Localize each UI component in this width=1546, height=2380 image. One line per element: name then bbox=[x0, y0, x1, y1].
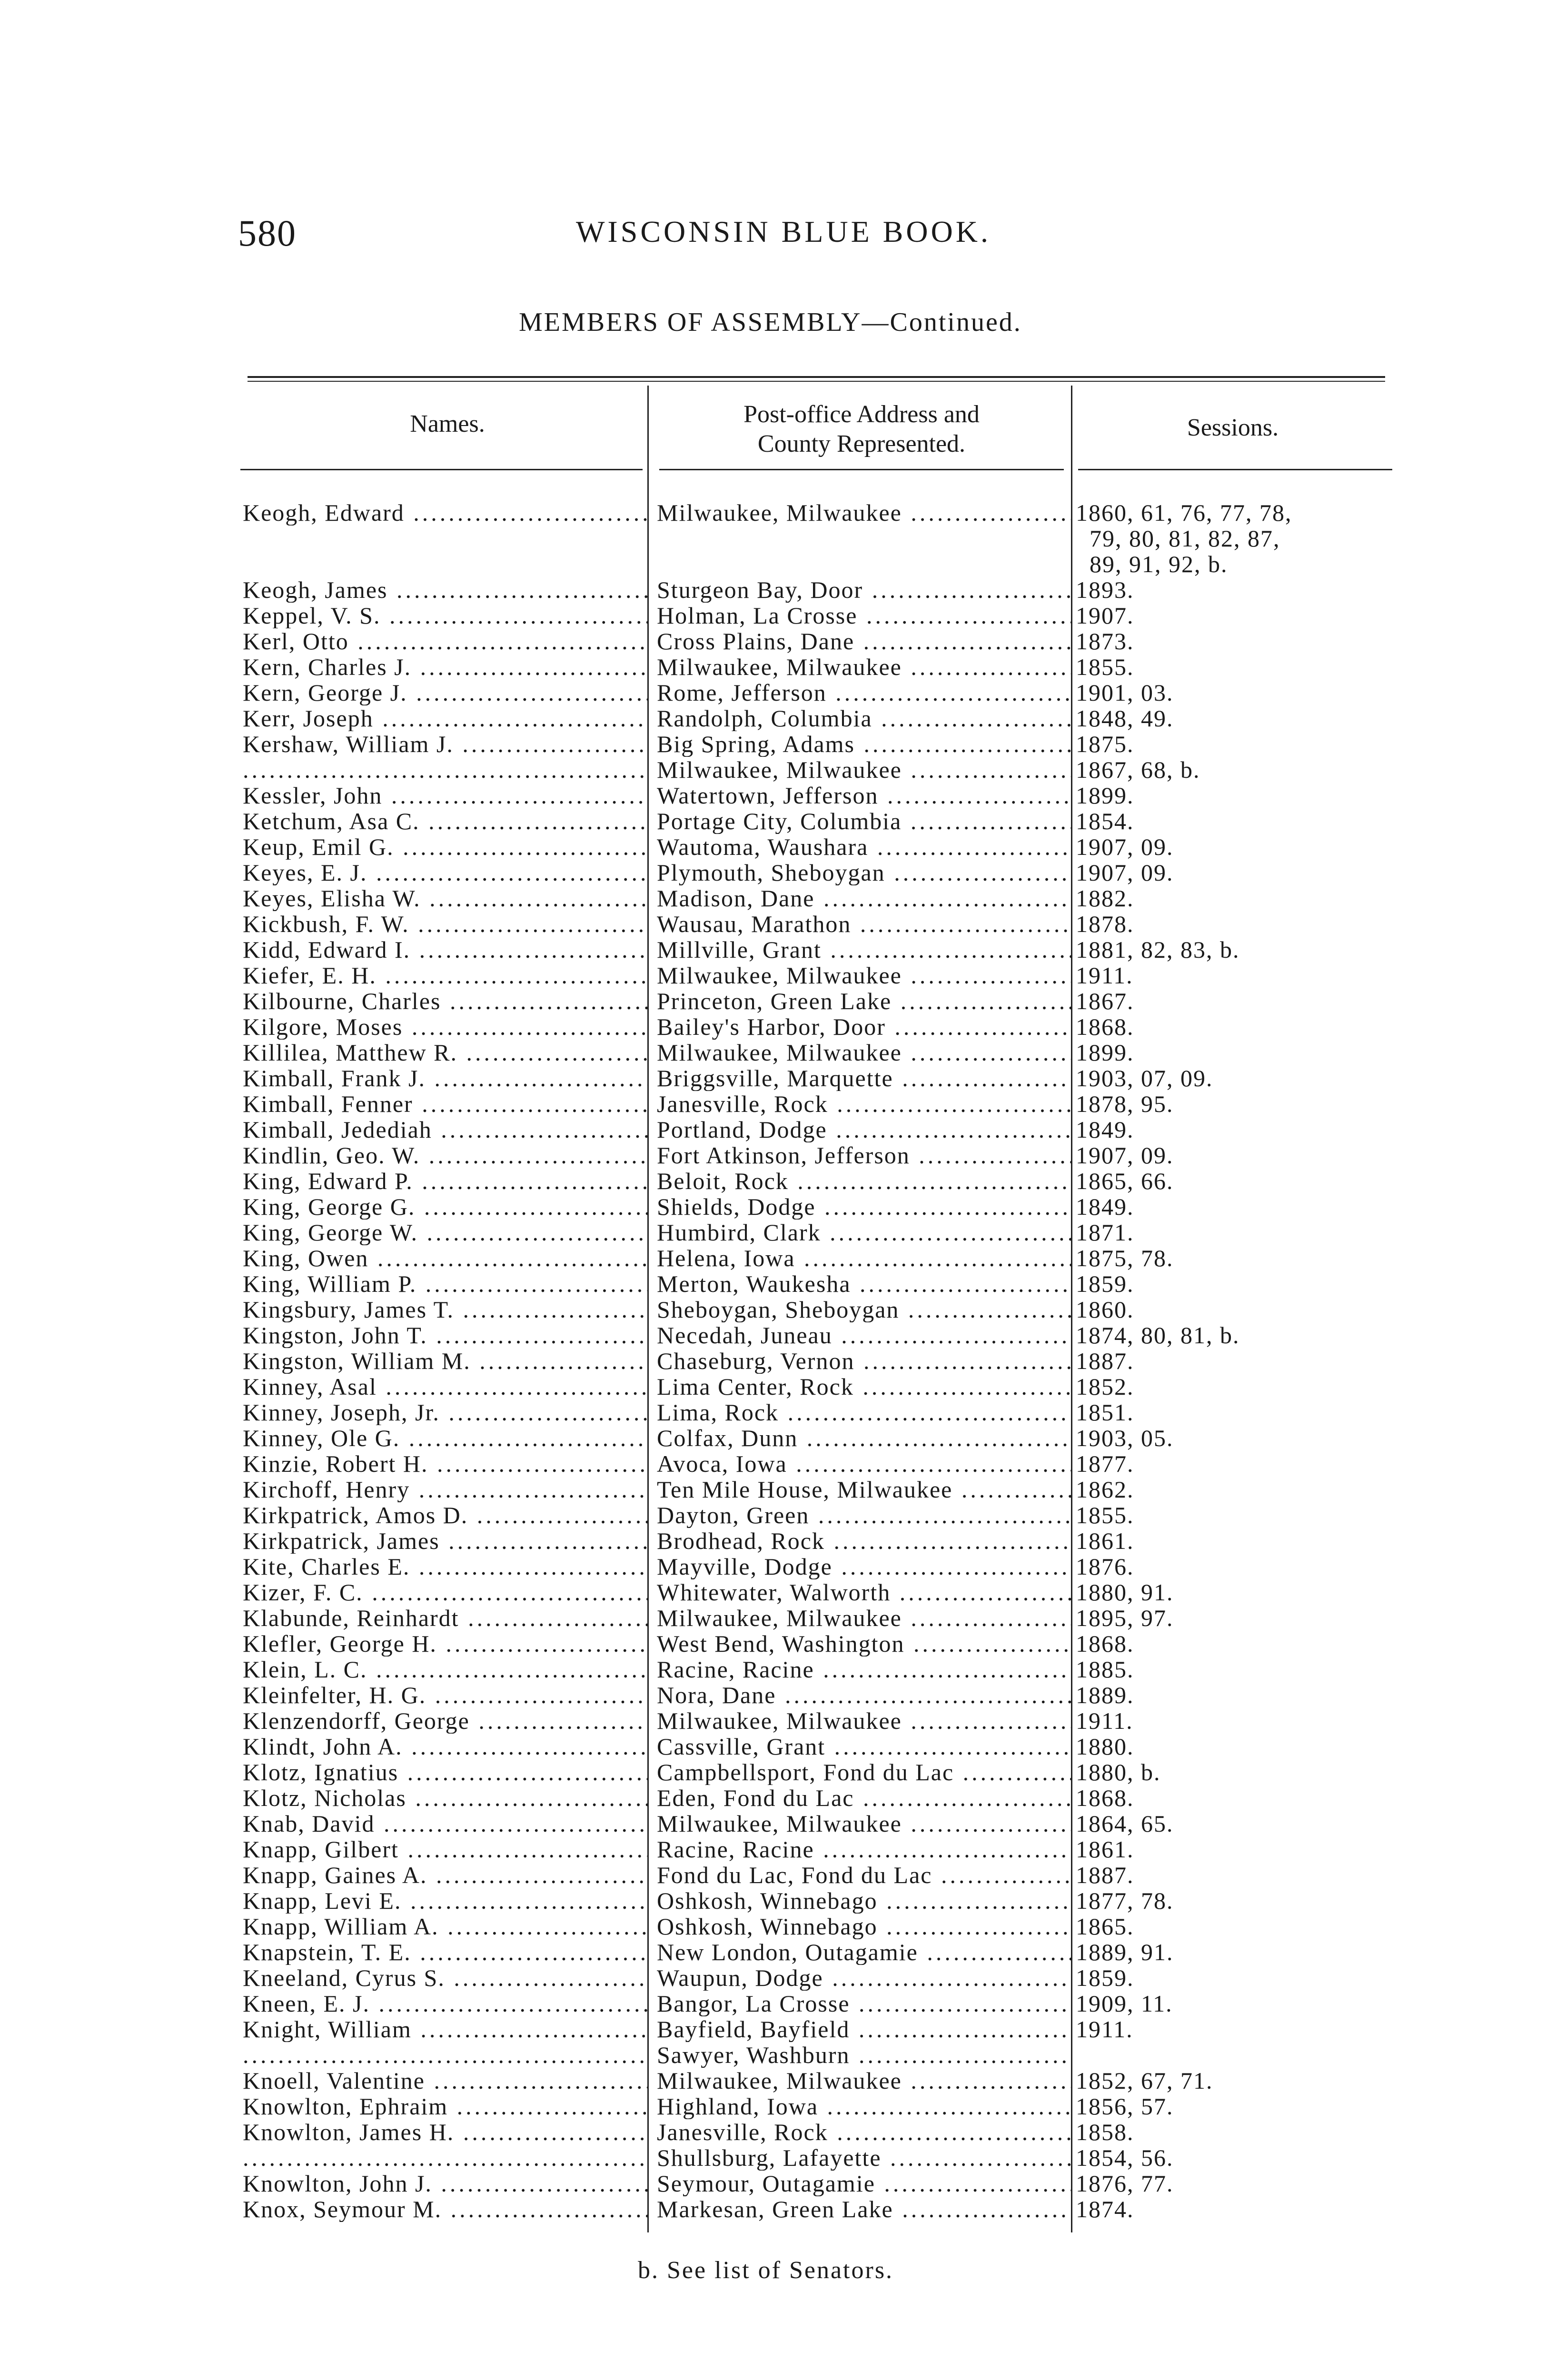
member-address: Milwaukee, Milwaukee ..... bbox=[647, 1708, 1071, 1734]
member-address: Portland, Dodge ..... bbox=[647, 1117, 1071, 1142]
table-row bbox=[238, 1425, 1409, 1451]
member-name: Kidd, Edward I. ..... bbox=[238, 937, 647, 962]
member-name: Kimball, Jedediah ..... bbox=[238, 1117, 647, 1142]
member-sessions: 1855. bbox=[1076, 654, 1134, 680]
member-address: Dayton, Green ..... bbox=[647, 1502, 1071, 1528]
member-address: Sheboygan, Sheboygan ..... bbox=[647, 1297, 1071, 1322]
member-name: Klein, L. C. ..... bbox=[238, 1656, 647, 1682]
member-address: Racine, Racine ..... bbox=[647, 1836, 1071, 1862]
members-table bbox=[238, 500, 1409, 2222]
member-address: Fond du Lac, Fond du Lac ..... bbox=[647, 1862, 1071, 1888]
table-row bbox=[238, 577, 1409, 603]
member-sessions: 1856, 57. bbox=[1076, 2093, 1174, 2120]
member-address: Millville, Grant ..... bbox=[647, 937, 1071, 962]
table-row bbox=[238, 1862, 1409, 1888]
member-address: Oshkosh, Winnebago ..... bbox=[647, 1914, 1071, 1939]
member-name: King, William P. ..... bbox=[238, 1271, 647, 1297]
member-name bbox=[238, 2145, 647, 2171]
table-row bbox=[238, 1014, 1409, 1040]
member-name: Kingston, William M. ..... bbox=[238, 1348, 647, 1374]
member-sessions: 1858. bbox=[1076, 2119, 1134, 2145]
table-row bbox=[238, 1245, 1409, 1271]
member-name: Kirkpatrick, Amos D. ..... bbox=[238, 1502, 647, 1528]
member-address: New London, Outagamie ..... bbox=[647, 1939, 1071, 1965]
table-row bbox=[238, 1888, 1409, 1914]
member-sessions: 1859. bbox=[1076, 1270, 1134, 1297]
member-name: Knapp, William A. ..... bbox=[238, 1914, 647, 1939]
member-name: Kilbourne, Charles ..... bbox=[238, 988, 647, 1014]
column-header-sessions: Sessions. bbox=[1187, 414, 1279, 441]
member-name: Klotz, Nicholas ..... bbox=[238, 1785, 647, 1811]
member-address: Milwaukee, Milwaukee ..... bbox=[647, 962, 1071, 988]
member-sessions: 1855. bbox=[1076, 1502, 1134, 1528]
table-row bbox=[238, 1836, 1409, 1862]
member-address: Waupun, Dodge ..... bbox=[647, 1965, 1071, 1991]
table-row bbox=[238, 1040, 1409, 1065]
member-sessions: 1887. bbox=[1076, 1348, 1134, 1374]
table-row bbox=[238, 783, 1409, 808]
member-address: Cassville, Grant ..... bbox=[647, 1734, 1071, 1759]
member-name: Kinney, Asal ..... bbox=[238, 1374, 647, 1399]
table-row bbox=[238, 603, 1409, 628]
table-row bbox=[238, 1399, 1409, 1425]
header-underline-names bbox=[240, 469, 643, 470]
table-row bbox=[238, 1759, 1409, 1785]
member-name: Keogh, Edward ..... bbox=[238, 500, 647, 526]
member-address: Whitewater, Walworth ..... bbox=[647, 1579, 1071, 1605]
member-address: Princeton, Green Lake ..... bbox=[647, 988, 1071, 1014]
member-sessions: 1880. bbox=[1076, 1733, 1134, 1760]
table-row bbox=[238, 2016, 1409, 2042]
member-address: Milwaukee, Milwaukee ..... bbox=[647, 1811, 1071, 1836]
member-address: Chaseburg, Vernon ..... bbox=[647, 1348, 1071, 1374]
member-sessions: 1899. bbox=[1076, 782, 1134, 809]
table-row bbox=[238, 2196, 1409, 2222]
member-name: Kern, George J. ..... bbox=[238, 680, 647, 705]
table-row bbox=[238, 1374, 1409, 1399]
table-subtitle: MEMBERS OF ASSEMBLY—Continued. bbox=[519, 307, 1022, 337]
member-sessions: 1848, 49. bbox=[1076, 705, 1174, 732]
table-row bbox=[238, 1656, 1409, 1682]
table-row bbox=[238, 1194, 1409, 1220]
member-address: Milwaukee, Milwaukee ..... bbox=[647, 1040, 1071, 1065]
member-sessions: 1878, 95. bbox=[1076, 1091, 1174, 1117]
member-address: Brodhead, Rock ..... bbox=[647, 1528, 1071, 1554]
member-name: Kershaw, William J. ..... bbox=[238, 731, 647, 757]
member-address: Bailey's Harbor, Door ..... bbox=[647, 1014, 1071, 1040]
member-name: Kneen, E. J. ..... bbox=[238, 1991, 647, 2016]
member-address: Cross Plains, Dane ..... bbox=[647, 628, 1071, 654]
member-sessions: 1901, 03. bbox=[1076, 679, 1174, 706]
table-row bbox=[238, 1091, 1409, 1117]
member-sessions: 1907. bbox=[1076, 602, 1134, 629]
member-address: Randolph, Columbia ..... bbox=[647, 705, 1071, 731]
table-row bbox=[238, 937, 1409, 962]
member-name: King, Edward P. ..... bbox=[238, 1168, 647, 1194]
member-name: Kirkpatrick, James ..... bbox=[238, 1528, 647, 1554]
table-row bbox=[238, 1065, 1409, 1091]
member-address: Briggsville, Marquette ..... bbox=[647, 1065, 1071, 1091]
member-sessions: 1874, 80, 81, b. bbox=[1076, 1322, 1240, 1349]
member-name: Kimball, Fenner ..... bbox=[238, 1091, 647, 1117]
member-address: Seymour, Outagamie ..... bbox=[647, 2171, 1071, 2196]
member-name: Kimball, Frank J. ..... bbox=[238, 1065, 647, 1091]
member-sessions: 1849. bbox=[1076, 1116, 1134, 1143]
member-sessions: 1907, 09. bbox=[1076, 1142, 1174, 1169]
table-row bbox=[238, 1914, 1409, 1939]
member-sessions: 1868. bbox=[1076, 1630, 1134, 1657]
member-sessions: 1849. bbox=[1076, 1193, 1134, 1220]
member-name: Knapp, Gaines A. ..... bbox=[238, 1862, 647, 1888]
member-sessions: 1911. bbox=[1076, 2016, 1133, 2043]
member-name: Kirchoff, Henry ..... bbox=[238, 1477, 647, 1502]
table-row bbox=[238, 1271, 1409, 1297]
member-sessions: 1887. bbox=[1076, 1862, 1134, 1888]
table-row bbox=[238, 2171, 1409, 2196]
member-sessions: 1895, 97. bbox=[1076, 1605, 1174, 1631]
table-row bbox=[238, 1785, 1409, 1811]
member-address: Humbird, Clark ..... bbox=[647, 1220, 1071, 1245]
table-row bbox=[238, 1991, 1409, 2016]
member-name: Klabunde, Reinhardt ..... bbox=[238, 1605, 647, 1631]
member-address: Shullsburg, Lafayette ..... bbox=[647, 2145, 1071, 2171]
member-name: King, George W. ..... bbox=[238, 1220, 647, 1245]
member-address: Portage City, Columbia ..... bbox=[647, 808, 1071, 834]
member-sessions: 1881, 82, 83, b. bbox=[1076, 936, 1240, 963]
member-sessions: 1875. bbox=[1076, 731, 1134, 757]
table-row bbox=[238, 1322, 1409, 1348]
member-address: Avoca, Iowa ..... bbox=[647, 1451, 1071, 1477]
member-sessions: 1903, 07, 09. bbox=[1076, 1065, 1213, 1091]
member-address: Madison, Dane ..... bbox=[647, 885, 1071, 911]
member-name: Knapp, Levi E. ..... bbox=[238, 1888, 647, 1914]
member-address: Fort Atkinson, Jefferson ..... bbox=[647, 1142, 1071, 1168]
member-sessions: 1880, 91. bbox=[1076, 1579, 1174, 1606]
member-sessions: 1875, 78. bbox=[1076, 1245, 1174, 1271]
member-sessions: 1877, 78. bbox=[1076, 1887, 1174, 1914]
member-sessions: 1911. bbox=[1076, 1707, 1133, 1734]
top-rule-thin bbox=[248, 381, 1385, 382]
member-name: Klenzendorff, George ..... bbox=[238, 1708, 647, 1734]
table-row bbox=[238, 1297, 1409, 1322]
member-address: Campbellsport, Fond du Lac ..... bbox=[647, 1759, 1071, 1785]
table-row bbox=[238, 705, 1409, 731]
table-row bbox=[238, 911, 1409, 937]
member-sessions: 1878. bbox=[1076, 911, 1134, 937]
column-header-address-line1: Post-office Address and bbox=[743, 401, 980, 428]
member-name bbox=[238, 757, 647, 783]
member-sessions: 1907, 09. bbox=[1076, 859, 1174, 886]
member-name: Knight, William ..... bbox=[238, 2016, 647, 2042]
member-sessions: 1867, 68, b. bbox=[1076, 756, 1200, 783]
member-name: Keup, Emil G. ..... bbox=[238, 834, 647, 860]
table-row bbox=[238, 1348, 1409, 1374]
member-sessions: 1876, 77. bbox=[1076, 2170, 1174, 2197]
table-row bbox=[238, 885, 1409, 911]
member-sessions: 1851. bbox=[1076, 1399, 1134, 1426]
member-sessions: 1859. bbox=[1076, 1964, 1134, 1991]
member-address: Lima Center, Rock ..... bbox=[647, 1374, 1071, 1399]
table-row bbox=[238, 500, 1409, 577]
table-row bbox=[238, 1811, 1409, 1836]
table-row bbox=[238, 1734, 1409, 1759]
member-name: Kinney, Joseph, Jr. ..... bbox=[238, 1399, 647, 1425]
member-sessions: 1876. bbox=[1076, 1553, 1134, 1580]
table-row bbox=[238, 757, 1409, 783]
table-row bbox=[238, 1528, 1409, 1554]
table-row bbox=[238, 680, 1409, 705]
table-row bbox=[238, 1708, 1409, 1734]
member-name: Kneeland, Cyrus S. ..... bbox=[238, 1965, 647, 1991]
member-sessions: 1852. bbox=[1076, 1373, 1134, 1400]
table-row bbox=[238, 1554, 1409, 1579]
member-name: Keyes, Elisha W. ..... bbox=[238, 885, 647, 911]
member-sessions: 1862. bbox=[1076, 1476, 1134, 1503]
member-address: Wautoma, Waushara ..... bbox=[647, 834, 1071, 860]
member-address: Helena, Iowa ..... bbox=[647, 1245, 1071, 1271]
member-address: Beloit, Rock ..... bbox=[647, 1168, 1071, 1194]
member-sessions: 1852, 67, 71. bbox=[1076, 2067, 1213, 2094]
member-address: Watertown, Jefferson ..... bbox=[647, 783, 1071, 808]
member-sessions: 1868. bbox=[1076, 1785, 1134, 1811]
header-underline-sessions bbox=[1078, 469, 1392, 470]
table-row bbox=[238, 1142, 1409, 1168]
table-row bbox=[238, 1117, 1409, 1142]
table-row bbox=[238, 654, 1409, 680]
member-sessions: 1864, 65. bbox=[1076, 1810, 1174, 1837]
member-address: Shields, Dodge ..... bbox=[647, 1194, 1071, 1220]
member-address: Milwaukee, Milwaukee ..... bbox=[647, 654, 1071, 680]
table-row bbox=[238, 2042, 1409, 2068]
member-name: Knowlton, John J. ..... bbox=[238, 2171, 647, 2196]
member-address: Milwaukee, Milwaukee ..... bbox=[647, 1605, 1071, 1631]
member-name: Kingsbury, James T. ..... bbox=[238, 1297, 647, 1322]
member-address: Milwaukee, Milwaukee ..... bbox=[647, 2068, 1071, 2093]
member-address: Lima, Rock ..... bbox=[647, 1399, 1071, 1425]
table-row bbox=[238, 1682, 1409, 1708]
member-address: Bayfield, Bayfield ..... bbox=[647, 2016, 1071, 2042]
table-row bbox=[238, 731, 1409, 757]
member-sessions: 1889, 91. bbox=[1076, 1939, 1174, 1965]
table-row bbox=[238, 1220, 1409, 1245]
member-name: Kerl, Otto ..... bbox=[238, 628, 647, 654]
table-row bbox=[238, 1631, 1409, 1656]
member-name: Knox, Seymour M. ..... bbox=[238, 2196, 647, 2222]
member-address: Sturgeon Bay, Door ..... bbox=[647, 577, 1071, 603]
member-address: West Bend, Washington ..... bbox=[647, 1631, 1071, 1656]
member-address: Ten Mile House, Milwaukee ..... bbox=[647, 1477, 1071, 1502]
member-name: Knapp, Gilbert ..... bbox=[238, 1836, 647, 1862]
member-name: Knowlton, Ephraim ..... bbox=[238, 2093, 647, 2119]
member-address: Markesan, Green Lake ..... bbox=[647, 2196, 1071, 2222]
member-sessions: 1909, 11. bbox=[1076, 1990, 1173, 2017]
table-row bbox=[238, 628, 1409, 654]
member-name: Kleinfelter, H. G. ..... bbox=[238, 1682, 647, 1708]
member-address: Necedah, Juneau ..... bbox=[647, 1322, 1071, 1348]
member-address: Eden, Fond du Lac ..... bbox=[647, 1785, 1071, 1811]
member-name: Kindlin, Geo. W. ..... bbox=[238, 1142, 647, 1168]
member-name: Keppel, V. S. ..... bbox=[238, 603, 647, 628]
member-address: Mayville, Dodge ..... bbox=[647, 1554, 1071, 1579]
member-name: Kingston, John T. ..... bbox=[238, 1322, 647, 1348]
member-name: Knoell, Valentine ..... bbox=[238, 2068, 647, 2093]
member-sessions: 1880, b. bbox=[1076, 1759, 1161, 1785]
member-sessions: 1907, 09. bbox=[1076, 833, 1174, 860]
top-double-rule bbox=[248, 376, 1385, 378]
header-underline-address bbox=[659, 469, 1064, 470]
member-address: Plymouth, Sheboygan ..... bbox=[647, 860, 1071, 885]
column-header-names: Names. bbox=[410, 410, 485, 437]
table-row bbox=[238, 1451, 1409, 1477]
member-name: Kern, Charles J. ..... bbox=[238, 654, 647, 680]
member-name: Kickbush, F. W. ..... bbox=[238, 911, 647, 937]
member-name: Keogh, James ..... bbox=[238, 577, 647, 603]
member-name: Kerr, Joseph ..... bbox=[238, 705, 647, 731]
member-sessions: 1861. bbox=[1076, 1527, 1134, 1554]
member-address: Colfax, Dunn ..... bbox=[647, 1425, 1071, 1451]
member-sessions: 1893. bbox=[1076, 576, 1134, 603]
table-row bbox=[238, 2093, 1409, 2119]
member-name: Klotz, Ignatius ..... bbox=[238, 1759, 647, 1785]
member-name: Keyes, E. J. ..... bbox=[238, 860, 647, 885]
member-sessions: 1873. bbox=[1076, 628, 1134, 654]
member-name: Klefler, George H. ..... bbox=[238, 1631, 647, 1656]
member-name: Kite, Charles E. ..... bbox=[238, 1554, 647, 1579]
table-row bbox=[238, 1477, 1409, 1502]
member-sessions: 1860. bbox=[1076, 1296, 1134, 1323]
member-sessions: 1860, 61, 76, 77, 78, 79, 80, 81, 82, 87, 89, 91, 92, b. bbox=[1076, 499, 1292, 577]
member-address: Merton, Waukesha ..... bbox=[647, 1271, 1071, 1297]
member-name bbox=[238, 2042, 647, 2068]
member-name: Killilea, Matthew R. ..... bbox=[238, 1040, 647, 1065]
member-sessions: 1911. bbox=[1076, 962, 1133, 989]
member-sessions: 1868. bbox=[1076, 1013, 1134, 1040]
table-row bbox=[238, 988, 1409, 1014]
column-header-address-line2: County Represented. bbox=[757, 430, 966, 457]
table-row bbox=[238, 2119, 1409, 2145]
member-sessions: 1867. bbox=[1076, 988, 1134, 1014]
member-name: Ketchum, Asa C. ..... bbox=[238, 808, 647, 834]
member-sessions: 1854, 56. bbox=[1076, 2144, 1174, 2171]
member-address: Oshkosh, Winnebago ..... bbox=[647, 1888, 1071, 1914]
member-address: Holman, La Crosse ..... bbox=[647, 603, 1071, 628]
table-row bbox=[238, 2068, 1409, 2093]
member-name: Kilgore, Moses ..... bbox=[238, 1014, 647, 1040]
table-row bbox=[238, 2145, 1409, 2171]
table-row bbox=[238, 808, 1409, 834]
running-title: WISCONSIN BLUE BOOK. bbox=[576, 215, 991, 248]
member-name: Kinzie, Robert H. ..... bbox=[238, 1451, 647, 1477]
member-address: Bangor, La Crosse ..... bbox=[647, 1991, 1071, 2016]
member-sessions: 1874. bbox=[1076, 2196, 1134, 2222]
member-sessions: 1865, 66. bbox=[1076, 1168, 1174, 1194]
member-name: Kessler, John ..... bbox=[238, 783, 647, 808]
member-name: Knapstein, T. E. ..... bbox=[238, 1939, 647, 1965]
member-address: Janesville, Rock ..... bbox=[647, 2119, 1071, 2145]
table-row bbox=[238, 1605, 1409, 1631]
member-sessions: 1903, 05. bbox=[1076, 1425, 1174, 1451]
table-row bbox=[238, 1168, 1409, 1194]
member-name: Kinney, Ole G. ..... bbox=[238, 1425, 647, 1451]
column-header-address bbox=[662, 400, 1061, 459]
table-row bbox=[238, 1502, 1409, 1528]
member-sessions: 1877. bbox=[1076, 1450, 1134, 1477]
member-sessions: 1865. bbox=[1076, 1913, 1134, 1940]
member-address: Sawyer, Washburn ..... bbox=[647, 2042, 1071, 2068]
member-address: Milwaukee, Milwaukee ..... bbox=[647, 757, 1071, 783]
table-row bbox=[238, 1939, 1409, 1965]
member-address: Rome, Jefferson ..... bbox=[647, 680, 1071, 705]
table-row bbox=[238, 860, 1409, 885]
table-row bbox=[238, 1579, 1409, 1605]
footnote: b. See list of Senators. bbox=[638, 2257, 894, 2284]
member-address: Nora, Dane ..... bbox=[647, 1682, 1071, 1708]
member-name: King, George G. ..... bbox=[238, 1194, 647, 1220]
table-row bbox=[238, 962, 1409, 988]
member-address: Big Spring, Adams ..... bbox=[647, 731, 1071, 757]
member-address: Racine, Racine ..... bbox=[647, 1656, 1071, 1682]
member-sessions: 1854. bbox=[1076, 808, 1134, 834]
member-address: Milwaukee, Milwaukee ..... bbox=[647, 500, 1071, 526]
table-row bbox=[238, 834, 1409, 860]
member-sessions: 1861. bbox=[1076, 1836, 1134, 1863]
page-number: 580 bbox=[238, 212, 297, 254]
member-sessions: 1889. bbox=[1076, 1682, 1134, 1708]
member-address: Wausau, Marathon ..... bbox=[647, 911, 1071, 937]
member-sessions: 1899. bbox=[1076, 1039, 1134, 1066]
member-sessions: 1885. bbox=[1076, 1656, 1134, 1683]
member-name: King, Owen ..... bbox=[238, 1245, 647, 1271]
member-sessions: 1882. bbox=[1076, 885, 1134, 912]
member-name: Klindt, John A. ..... bbox=[238, 1734, 647, 1759]
table-row bbox=[238, 1965, 1409, 1991]
member-name: Knowlton, James H. ..... bbox=[238, 2119, 647, 2145]
member-name: Kiefer, E. H. ..... bbox=[238, 962, 647, 988]
member-address: Highland, Iowa ..... bbox=[647, 2093, 1071, 2119]
member-name: Kizer, F. C. ..... bbox=[238, 1579, 647, 1605]
member-sessions: 1871. bbox=[1076, 1219, 1134, 1246]
member-name: Knab, David ..... bbox=[238, 1811, 647, 1836]
member-address: Janesville, Rock ..... bbox=[647, 1091, 1071, 1117]
